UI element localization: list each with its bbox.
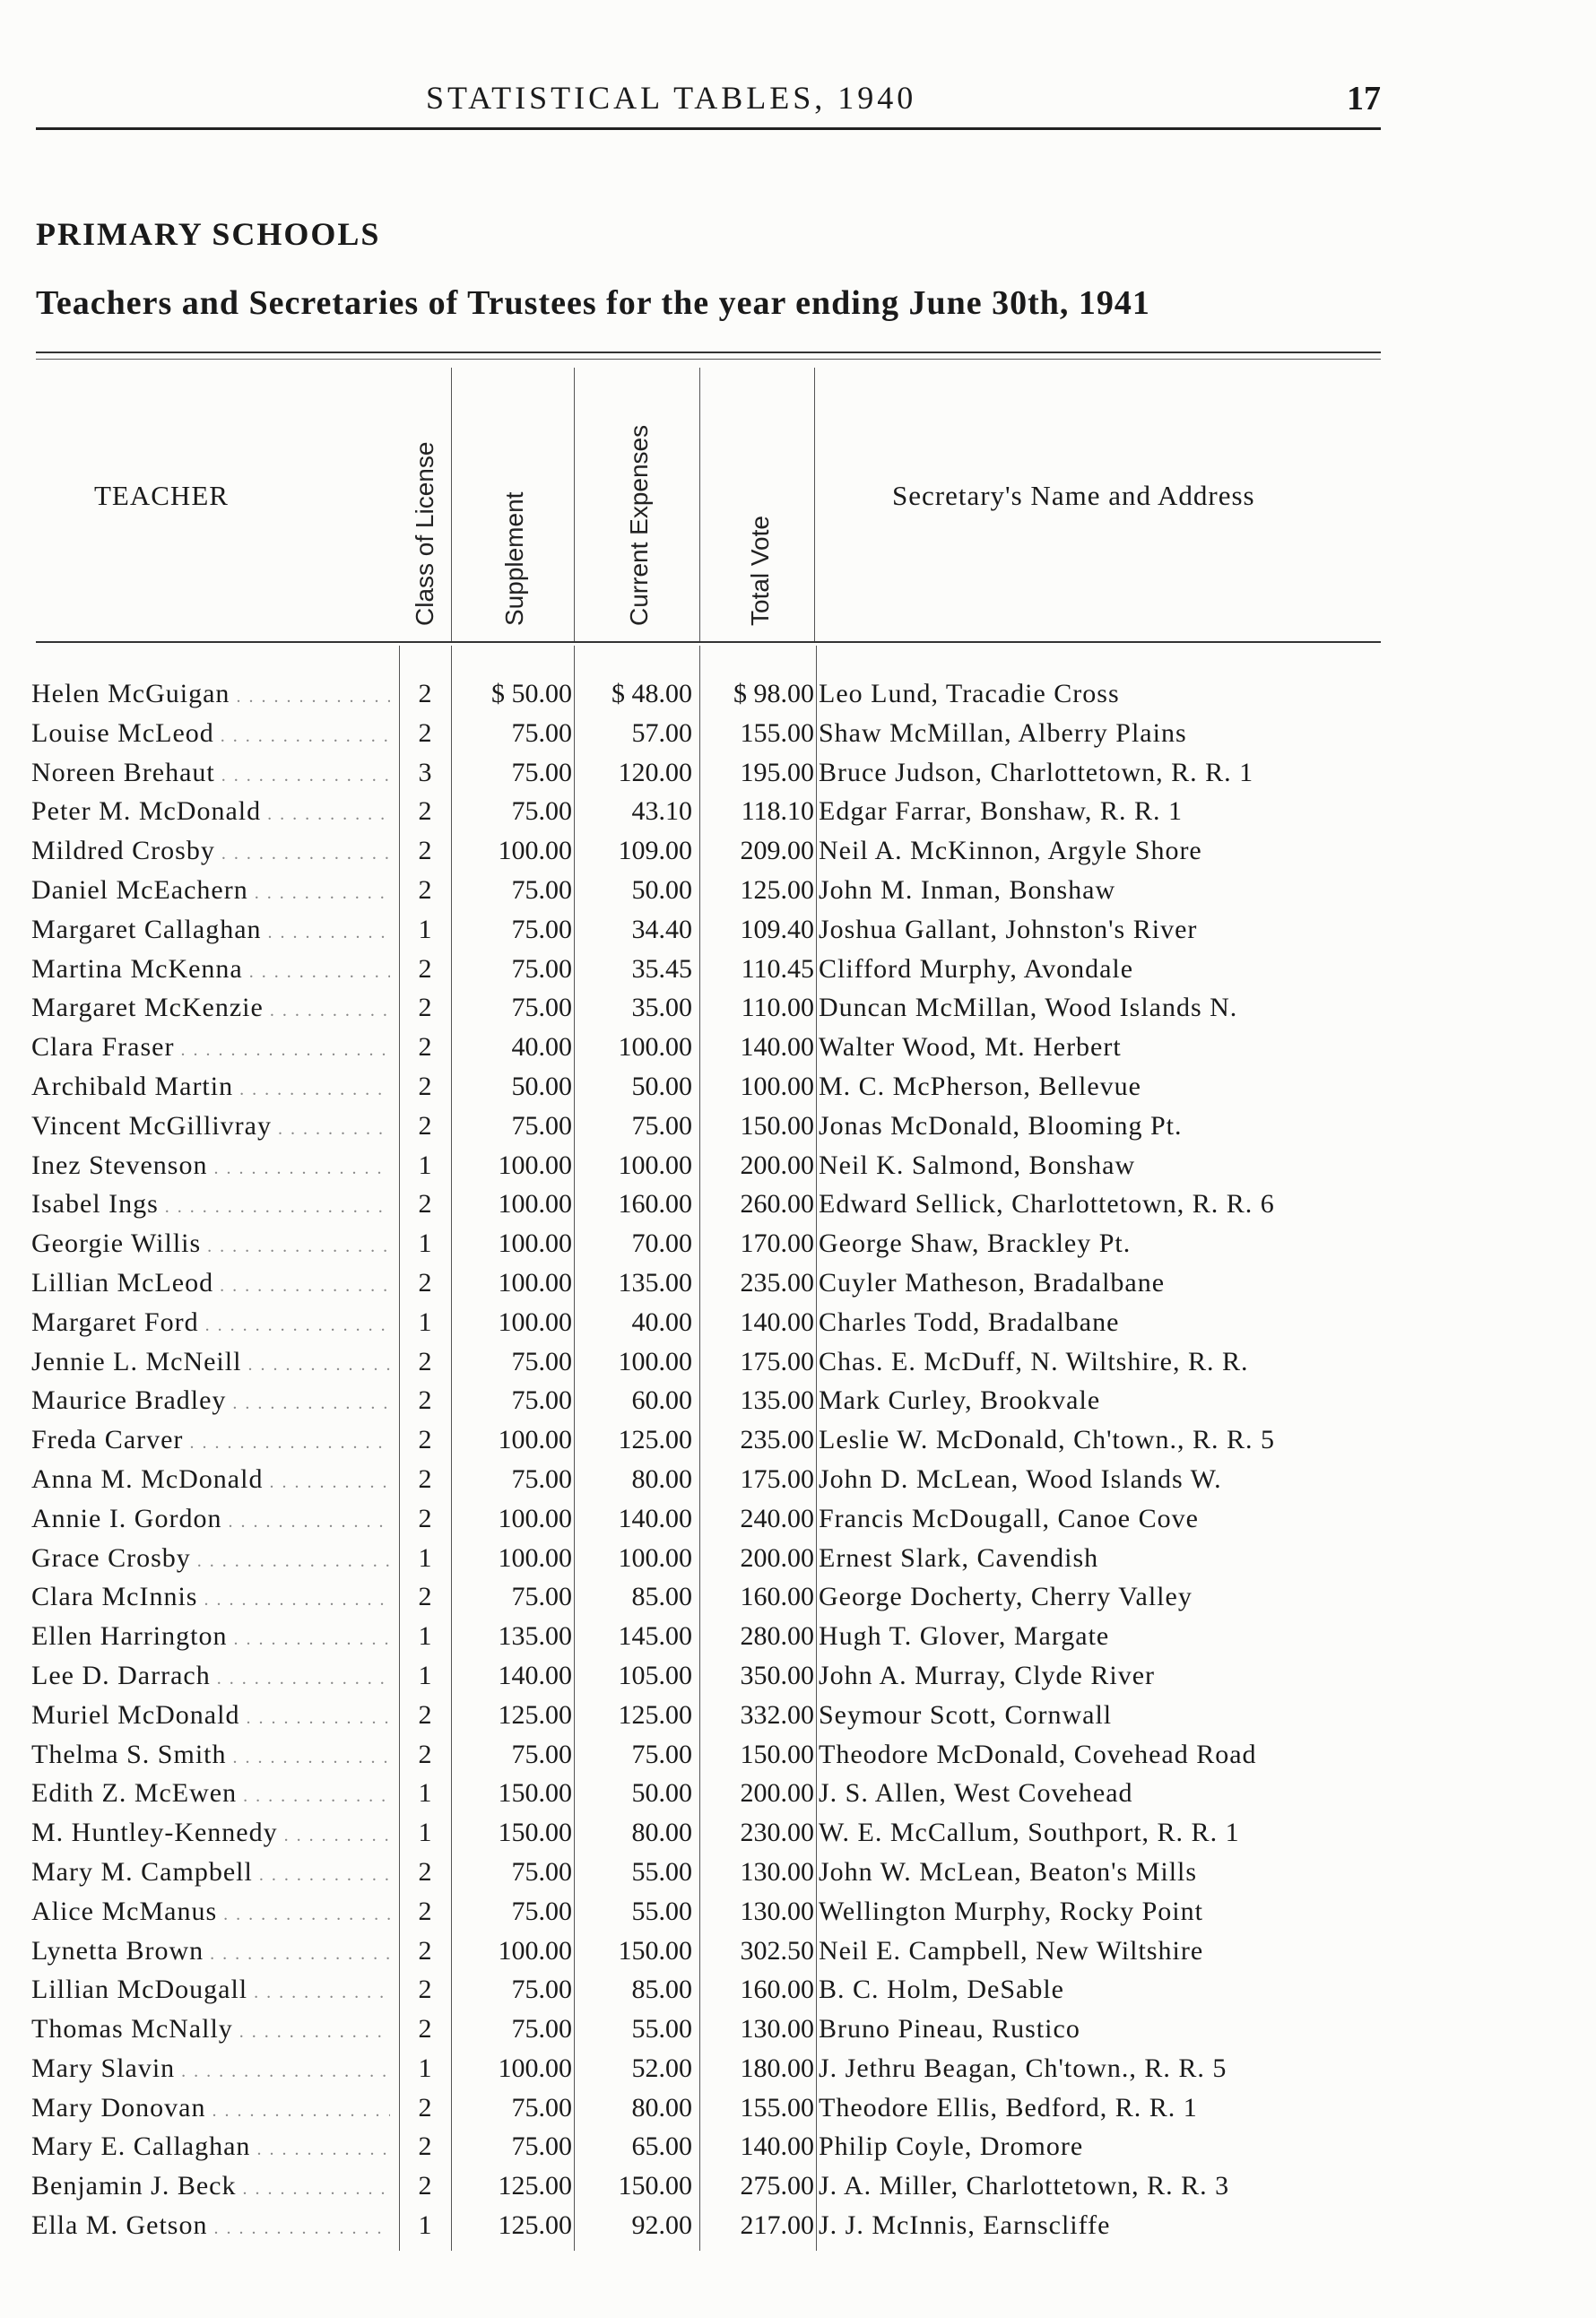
- cell-teacher: Archibald Martin . . .: [31, 1067, 390, 1110]
- cell-total-vote: 130.00: [740, 1856, 814, 1887]
- table-row: [0, 674, 1596, 714]
- cell-supplement: 100.00: [498, 1503, 572, 1533]
- header-divider: [574, 368, 575, 641]
- cell-class-of-license: 2: [418, 1071, 432, 1101]
- table-row: [0, 1696, 1596, 1735]
- cell-secretary: Hugh T. Glover, Margate: [819, 1621, 1110, 1652]
- cell-class-of-license: 2: [418, 1110, 432, 1141]
- cell-current-expenses: 100.00: [618, 1346, 692, 1376]
- cell-supplement: 75.00: [511, 1896, 572, 1926]
- cell-current-expenses: 57.00: [631, 717, 692, 748]
- cell-supplement: 100.00: [498, 1307, 572, 1337]
- cell-supplement: 125.00: [498, 2171, 572, 2201]
- running-title: STATISTICAL TABLES, 1940: [426, 80, 917, 116]
- cell-total-vote: 130.00: [740, 1896, 814, 1926]
- table-row: [0, 871, 1596, 910]
- cell-teacher: Grace Crosby . . .: [31, 1539, 390, 1582]
- cell-current-expenses: 40.00: [631, 1307, 692, 1337]
- cell-current-expenses: 85.00: [631, 1975, 692, 2005]
- header-bottom-rule: [36, 641, 1381, 643]
- cell-secretary: Chas. E. McDuff, N. Wiltshire, R. R.: [819, 1346, 1249, 1376]
- cell-supplement: 150.00: [498, 1778, 572, 1809]
- table-row: [0, 910, 1596, 950]
- cell-class-of-license: 1: [418, 1150, 432, 1180]
- cell-secretary: Ernest Slark, Cavendish: [819, 1542, 1099, 1573]
- cell-current-expenses: 92.00: [631, 2210, 692, 2241]
- cell-total-vote: 140.00: [740, 1032, 814, 1063]
- cell-secretary: George Shaw, Brackley Pt.: [819, 1228, 1132, 1259]
- cell-secretary: Bruno Pineau, Rustico: [819, 2014, 1080, 2045]
- cell-secretary: Neil K. Salmond, Bonshaw: [819, 1150, 1136, 1180]
- cell-current-expenses: 125.00: [618, 1425, 692, 1455]
- cell-class-of-license: 2: [418, 2092, 432, 2123]
- cell-secretary: J. Jethru Beagan, Ch'town., R. R. 5: [819, 2053, 1227, 2083]
- cell-class-of-license: 2: [418, 1385, 432, 1416]
- table-row: [0, 1381, 1596, 1420]
- cell-secretary: J. J. McInnis, Earnscliffe: [819, 2210, 1111, 2241]
- cell-secretary: Edward Sellick, Charlottetown, R. R. 6: [819, 1189, 1275, 1220]
- table-row: [0, 1185, 1596, 1224]
- page-number: 17: [1347, 80, 1381, 117]
- cell-current-expenses: 160.00: [618, 1189, 692, 1220]
- cell-total-vote: 235.00: [740, 1425, 814, 1455]
- cell-supplement: 100.00: [498, 1542, 572, 1573]
- cell-supplement: 100.00: [498, 1267, 572, 1298]
- cell-teacher: Mary Donovan . . .: [31, 2088, 390, 2131]
- cell-teacher: Thelma S. Smith . . .: [31, 1735, 390, 1778]
- cell-class-of-license: 2: [418, 1425, 432, 1455]
- cell-total-vote: 160.00: [740, 1975, 814, 2005]
- cell-total-vote: 170.00: [740, 1228, 814, 1259]
- cell-current-expenses: 50.00: [631, 874, 692, 905]
- cell-current-expenses: 109.00: [618, 836, 692, 866]
- table-row: [0, 1107, 1596, 1146]
- column-header-class-of-license: Class of License: [411, 441, 438, 626]
- cell-teacher: Daniel McEachern . . .: [31, 871, 390, 914]
- cell-total-vote: 140.00: [740, 2131, 814, 2162]
- table-row: [0, 988, 1596, 1028]
- cell-secretary: Francis McDougall, Canoe Cove: [819, 1503, 1199, 1533]
- cell-supplement: 75.00: [511, 1110, 572, 1141]
- cell-supplement: 100.00: [498, 1935, 572, 1966]
- cell-supplement: 140.00: [498, 1660, 572, 1690]
- cell-teacher: M. Huntley-Kennedy . . .: [31, 1813, 390, 1856]
- cell-total-vote: 135.00: [740, 1385, 814, 1416]
- cell-total-vote: 110.45: [741, 953, 814, 984]
- column-header-secretary: Secretary's Name and Address: [892, 480, 1255, 511]
- cell-current-expenses: 75.00: [631, 1739, 692, 1769]
- cell-supplement: 100.00: [498, 2053, 572, 2083]
- cell-class-of-license: 2: [418, 2171, 432, 2201]
- table-row: [0, 1028, 1596, 1067]
- cell-class-of-license: 2: [418, 1896, 432, 1926]
- cell-supplement: 75.00: [511, 1346, 572, 1376]
- cell-supplement: 75.00: [511, 2131, 572, 2162]
- cell-supplement: 100.00: [498, 1425, 572, 1455]
- cell-class-of-license: 2: [418, 1975, 432, 2005]
- cell-supplement: 75.00: [511, 757, 572, 787]
- cell-teacher: Lillian McLeod . . .: [31, 1263, 390, 1307]
- cell-teacher: Clara Fraser . . .: [31, 1028, 390, 1071]
- cell-total-vote: 200.00: [740, 1150, 814, 1180]
- cell-supplement: 75.00: [511, 796, 572, 827]
- cell-current-expenses: 100.00: [618, 1542, 692, 1573]
- cell-current-expenses: 55.00: [631, 1856, 692, 1887]
- cell-supplement: 50.00: [511, 1071, 572, 1101]
- cell-current-expenses: 35.45: [631, 953, 692, 984]
- cell-current-expenses: 125.00: [618, 1699, 692, 1730]
- cell-total-vote: 155.00: [740, 2092, 814, 2123]
- cell-current-expenses: 65.00: [631, 2131, 692, 2162]
- cell-total-vote: 109.40: [740, 914, 814, 944]
- column-header-supplement: Supplement: [500, 491, 528, 626]
- cell-total-vote: 110.00: [741, 993, 814, 1023]
- cell-total-vote: 150.00: [740, 1739, 814, 1769]
- cell-current-expenses: 150.00: [618, 1935, 692, 1966]
- cell-supplement: 75.00: [511, 1975, 572, 2005]
- cell-current-expenses: 52.00: [631, 2053, 692, 2083]
- table-row: [0, 714, 1596, 753]
- column-header-total-vote: Total Vote: [746, 516, 774, 626]
- table-row: [0, 1303, 1596, 1342]
- cell-teacher: Anna M. McDonald . . .: [31, 1460, 390, 1503]
- cell-class-of-license: 2: [418, 836, 432, 866]
- section-subtitle: Teachers and Secretaries of Trustees for the year ending June 30th, 1941: [36, 284, 1150, 322]
- cell-current-expenses: 145.00: [618, 1621, 692, 1652]
- cell-current-expenses: 55.00: [631, 1896, 692, 1926]
- cell-total-vote: 200.00: [740, 1542, 814, 1573]
- cell-total-vote: 302.50: [740, 1935, 814, 1966]
- cell-teacher: Thomas McNally . . .: [31, 2010, 390, 2053]
- cell-teacher: Louise McLeod . . .: [31, 714, 390, 757]
- table-row: [0, 2206, 1596, 2245]
- cell-supplement: 75.00: [511, 2014, 572, 2045]
- cell-teacher: Lee D. Darrach . . .: [31, 1656, 390, 1699]
- cell-teacher: Lynetta Brown . . .: [31, 1932, 390, 1975]
- cell-class-of-license: 1: [418, 2053, 432, 2083]
- cell-current-expenses: 50.00: [631, 1778, 692, 1809]
- cell-class-of-license: 2: [418, 1503, 432, 1533]
- cell-current-expenses: 85.00: [631, 1582, 692, 1612]
- cell-supplement: 75.00: [511, 717, 572, 748]
- table-row: [0, 1853, 1596, 1892]
- cell-secretary: Seymour Scott, Cornwall: [819, 1699, 1113, 1730]
- cell-total-vote: 175.00: [740, 1463, 814, 1494]
- cell-total-vote: 240.00: [740, 1503, 814, 1533]
- cell-class-of-license: 2: [418, 953, 432, 984]
- cell-teacher: Georgie Willis . . .: [31, 1224, 390, 1267]
- cell-teacher: Mildred Crosby . . .: [31, 831, 390, 874]
- cell-secretary: B. C. Holm, DeSable: [819, 1975, 1064, 2005]
- cell-secretary: Leo Lund, Tracadie Cross: [819, 679, 1120, 708]
- table-row: [0, 2049, 1596, 2088]
- cell-current-expenses: 105.00: [618, 1660, 692, 1690]
- table-row: [0, 1420, 1596, 1460]
- cell-class-of-license: 1: [418, 1818, 432, 1848]
- cell-supplement: 40.00: [511, 1032, 572, 1063]
- table-row: [0, 2010, 1596, 2049]
- table-row: [0, 2166, 1596, 2206]
- cell-secretary: Edgar Farrar, Bonshaw, R. R. 1: [819, 796, 1183, 827]
- cell-current-expenses: 35.00: [631, 993, 692, 1023]
- cell-secretary: Walter Wood, Mt. Herbert: [819, 1032, 1122, 1063]
- cell-class-of-license: 3: [418, 757, 432, 787]
- cell-current-expenses: $ 48.00: [612, 679, 692, 708]
- cell-current-expenses: 75.00: [631, 1110, 692, 1141]
- table-row: [0, 831, 1596, 871]
- cell-secretary: Clifford Murphy, Avondale: [819, 953, 1134, 984]
- cell-class-of-license: 2: [418, 1267, 432, 1298]
- cell-class-of-license: 2: [418, 1739, 432, 1769]
- cell-teacher: Helen McGuigan . . .: [31, 674, 390, 717]
- cell-total-vote: 230.00: [740, 1818, 814, 1848]
- cell-secretary: Jonas McDonald, Blooming Pt.: [819, 1110, 1183, 1141]
- cell-total-vote: 155.00: [740, 717, 814, 748]
- cell-current-expenses: 120.00: [618, 757, 692, 787]
- table-row: [0, 1539, 1596, 1578]
- cell-current-expenses: 80.00: [631, 1463, 692, 1494]
- table-top-rule-secondary: [36, 359, 1381, 360]
- cell-supplement: 75.00: [511, 2092, 572, 2123]
- cell-teacher: Edith Z. McEwen . . .: [31, 1774, 390, 1817]
- cell-current-expenses: 150.00: [618, 2171, 692, 2201]
- cell-teacher: Margaret Callaghan . . .: [31, 910, 390, 953]
- cell-class-of-license: 2: [418, 717, 432, 748]
- cell-teacher: Alice McManus . . .: [31, 1892, 390, 1935]
- table-row: [0, 753, 1596, 793]
- table-row: [0, 1813, 1596, 1853]
- cell-secretary: John A. Murray, Clyde River: [819, 1660, 1156, 1690]
- cell-secretary: Bruce Judson, Charlottetown, R. R. 1: [819, 757, 1254, 787]
- cell-supplement: 75.00: [511, 874, 572, 905]
- cell-secretary: Charles Todd, Bradalbane: [819, 1307, 1120, 1337]
- cell-secretary: John W. McLean, Beaton's Mills: [819, 1856, 1198, 1887]
- cell-total-vote: 100.00: [740, 1071, 814, 1101]
- table-row: [0, 1499, 1596, 1539]
- cell-class-of-license: 2: [418, 796, 432, 827]
- cell-class-of-license: 2: [418, 1582, 432, 1612]
- cell-class-of-license: 1: [418, 1307, 432, 1337]
- cell-secretary: Philip Coyle, Dromore: [819, 2131, 1084, 2162]
- table-row: [0, 1342, 1596, 1382]
- cell-class-of-license: 2: [418, 1463, 432, 1494]
- cell-teacher: Mary M. Campbell . . .: [31, 1853, 390, 1896]
- cell-class-of-license: 2: [418, 679, 432, 708]
- cell-total-vote: 118.10: [741, 796, 814, 827]
- cell-supplement: 150.00: [498, 1818, 572, 1848]
- cell-teacher: Ella M. Getson . . .: [31, 2206, 390, 2249]
- table-row: [0, 1617, 1596, 1656]
- running-head: [36, 79, 1381, 130]
- cell-teacher: Margaret McKenzie . . .: [31, 988, 390, 1031]
- cell-teacher: Jennie L. McNeill . . .: [31, 1342, 390, 1385]
- cell-supplement: 75.00: [511, 953, 572, 984]
- cell-teacher: Inez Stevenson . . .: [31, 1146, 390, 1189]
- cell-class-of-license: 1: [418, 914, 432, 944]
- cell-secretary: Mark Curley, Brookvale: [819, 1385, 1101, 1416]
- cell-class-of-license: 1: [418, 1542, 432, 1573]
- cell-class-of-license: 1: [418, 2210, 432, 2241]
- cell-teacher: Freda Carver . . .: [31, 1420, 390, 1463]
- cell-class-of-license: 2: [418, 1346, 432, 1376]
- column-header-current-expenses: Current Expenses: [625, 424, 653, 626]
- cell-teacher: Clara McInnis . . .: [31, 1577, 390, 1620]
- table-row: [0, 1577, 1596, 1617]
- cell-secretary: John M. Inman, Bonshaw: [819, 874, 1116, 905]
- cell-secretary: J. A. Miller, Charlottetown, R. R. 3: [819, 2171, 1230, 2201]
- cell-current-expenses: 34.40: [631, 914, 692, 944]
- cell-class-of-license: 2: [418, 2014, 432, 2045]
- cell-supplement: 75.00: [511, 1385, 572, 1416]
- table-row: [0, 1892, 1596, 1932]
- cell-class-of-license: 1: [418, 1778, 432, 1809]
- cell-teacher: Isabel Ings . . .: [31, 1185, 390, 1228]
- cell-secretary: George Docherty, Cherry Valley: [819, 1582, 1193, 1612]
- cell-total-vote: $ 98.00: [733, 679, 814, 708]
- cell-class-of-license: 2: [418, 1935, 432, 1966]
- cell-teacher: Martina McKenna . . .: [31, 950, 390, 993]
- cell-supplement: 135.00: [498, 1621, 572, 1652]
- cell-secretary: W. E. McCallum, Southport, R. R. 1: [819, 1818, 1240, 1848]
- cell-secretary: Theodore Ellis, Bedford, R. R. 1: [819, 2092, 1198, 2123]
- cell-current-expenses: 140.00: [618, 1503, 692, 1533]
- cell-current-expenses: 55.00: [631, 2014, 692, 2045]
- cell-current-expenses: 43.10: [631, 796, 692, 827]
- cell-secretary: Neil A. McKinnon, Argyle Shore: [819, 836, 1202, 866]
- table-row: [0, 1656, 1596, 1696]
- cell-supplement: 75.00: [511, 1739, 572, 1769]
- cell-total-vote: 235.00: [740, 1267, 814, 1298]
- cell-supplement: 100.00: [498, 836, 572, 866]
- cell-current-expenses: 80.00: [631, 2092, 692, 2123]
- cell-teacher: Benjamin J. Beck . . .: [31, 2166, 390, 2209]
- cell-secretary: Leslie W. McDonald, Ch'town., R. R. 5: [819, 1425, 1276, 1455]
- cell-supplement: 100.00: [498, 1228, 572, 1259]
- cell-current-expenses: 50.00: [631, 1071, 692, 1101]
- cell-current-expenses: 135.00: [618, 1267, 692, 1298]
- cell-teacher: Ellen Harrington . . .: [31, 1617, 390, 1660]
- cell-teacher: Mary E. Callaghan . . .: [31, 2127, 390, 2170]
- header-divider: [699, 368, 700, 641]
- table-row: [0, 792, 1596, 831]
- cell-total-vote: 280.00: [740, 1621, 814, 1652]
- table-top-rule: [36, 352, 1381, 353]
- cell-supplement: $ 50.00: [491, 679, 572, 708]
- header-divider: [451, 368, 452, 641]
- cell-class-of-license: 2: [418, 1699, 432, 1730]
- table-row: [0, 1263, 1596, 1303]
- table-row: [0, 2127, 1596, 2166]
- table-row: [0, 1067, 1596, 1107]
- cell-total-vote: 332.00: [740, 1699, 814, 1730]
- cell-supplement: 100.00: [498, 1150, 572, 1180]
- cell-supplement: 125.00: [498, 2210, 572, 2241]
- table-row: [0, 1970, 1596, 2010]
- cell-teacher: Annie I. Gordon . . .: [31, 1499, 390, 1542]
- cell-class-of-license: 1: [418, 1660, 432, 1690]
- table-row: [0, 1146, 1596, 1185]
- table-row: [0, 1735, 1596, 1775]
- cell-supplement: 75.00: [511, 1463, 572, 1494]
- table-row: [0, 950, 1596, 989]
- cell-class-of-license: 1: [418, 1621, 432, 1652]
- cell-total-vote: 209.00: [740, 836, 814, 866]
- cell-class-of-license: 1: [418, 1228, 432, 1259]
- cell-teacher: Lillian McDougall . . .: [31, 1970, 390, 2013]
- cell-teacher: Maurice Bradley . . .: [31, 1381, 390, 1424]
- cell-secretary: J. S. Allen, West Covehead: [819, 1778, 1133, 1809]
- cell-class-of-license: 2: [418, 1189, 432, 1220]
- cell-supplement: 125.00: [498, 1699, 572, 1730]
- cell-total-vote: 350.00: [740, 1660, 814, 1690]
- cell-teacher: Peter M. McDonald . . .: [31, 792, 390, 835]
- column-header-teacher: TEACHER: [94, 480, 229, 511]
- table-row: [0, 2088, 1596, 2128]
- cell-current-expenses: 80.00: [631, 1818, 692, 1848]
- cell-class-of-license: 2: [418, 1856, 432, 1887]
- cell-total-vote: 175.00: [740, 1346, 814, 1376]
- cell-total-vote: 130.00: [740, 2014, 814, 2045]
- cell-total-vote: 125.00: [740, 874, 814, 905]
- cell-current-expenses: 100.00: [618, 1032, 692, 1063]
- cell-secretary: Duncan McMillan, Wood Islands N.: [819, 993, 1238, 1023]
- cell-current-expenses: 100.00: [618, 1150, 692, 1180]
- cell-total-vote: 275.00: [740, 2171, 814, 2201]
- cell-secretary: Wellington Murphy, Rocky Point: [819, 1896, 1203, 1926]
- table-row: [0, 1774, 1596, 1813]
- header-divider: [814, 368, 815, 641]
- cell-secretary: Theodore McDonald, Covehead Road: [819, 1739, 1257, 1769]
- table-body: [0, 674, 1596, 2245]
- cell-total-vote: 195.00: [740, 757, 814, 787]
- cell-class-of-license: 2: [418, 1032, 432, 1063]
- cell-secretary: John D. McLean, Wood Islands W.: [819, 1463, 1222, 1494]
- cell-teacher: Muriel McDonald . . .: [31, 1696, 390, 1739]
- cell-class-of-license: 2: [418, 993, 432, 1023]
- cell-total-vote: 200.00: [740, 1778, 814, 1809]
- cell-supplement: 100.00: [498, 1189, 572, 1220]
- cell-supplement: 75.00: [511, 993, 572, 1023]
- cell-teacher: Noreen Brehaut . . .: [31, 753, 390, 796]
- cell-current-expenses: 60.00: [631, 1385, 692, 1416]
- cell-current-expenses: 70.00: [631, 1228, 692, 1259]
- cell-total-vote: 140.00: [740, 1307, 814, 1337]
- section-title: PRIMARY SCHOOLS: [36, 216, 381, 252]
- cell-secretary: Joshua Gallant, Johnston's River: [819, 914, 1198, 944]
- cell-supplement: 75.00: [511, 1856, 572, 1887]
- cell-total-vote: 150.00: [740, 1110, 814, 1141]
- table-row: [0, 1932, 1596, 1971]
- cell-supplement: 75.00: [511, 914, 572, 944]
- cell-class-of-license: 2: [418, 2131, 432, 2162]
- cell-total-vote: 260.00: [740, 1189, 814, 1220]
- cell-teacher: Vincent McGillivray . . .: [31, 1107, 390, 1150]
- cell-teacher: Mary Slavin . . .: [31, 2049, 390, 2092]
- cell-secretary: Cuyler Matheson, Bradalbane: [819, 1267, 1166, 1298]
- cell-class-of-license: 2: [418, 874, 432, 905]
- table-row: [0, 1460, 1596, 1499]
- cell-total-vote: 160.00: [740, 1582, 814, 1612]
- table-row: [0, 1224, 1596, 1263]
- cell-teacher: Margaret Ford . . .: [31, 1303, 390, 1346]
- cell-secretary: M. C. McPherson, Bellevue: [819, 1071, 1141, 1101]
- cell-total-vote: 180.00: [740, 2053, 814, 2083]
- cell-secretary: Shaw McMillan, Alberry Plains: [819, 717, 1187, 748]
- cell-supplement: 75.00: [511, 1582, 572, 1612]
- cell-secretary: Neil E. Campbell, New Wiltshire: [819, 1935, 1204, 1966]
- cell-total-vote: 217.00: [740, 2210, 814, 2241]
